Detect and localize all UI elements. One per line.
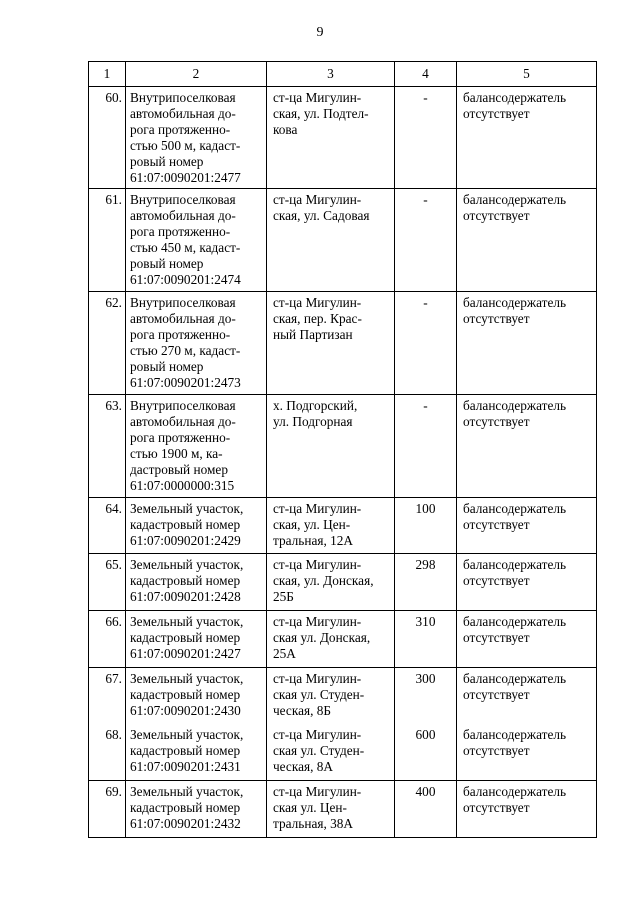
row-number-cell: 61. (89, 189, 126, 292)
object-address-cell: ст-ца Мигулин- ская, ул. Подтел- кова (267, 87, 395, 189)
page-number: 9 (316, 25, 324, 40)
object-value-cell: 100 (395, 498, 457, 554)
header-cell-5: 5 (457, 62, 597, 87)
object-address-cell: ст-ца Мигулин- ская, ул. Цен- тральная, 12А (267, 498, 395, 554)
object-name-cell: Земельный участок, кадастровый номер 61:07:0090201:2429 (126, 498, 267, 554)
row-number-cell: 67. (89, 668, 126, 725)
object-value-cell: 400 (395, 781, 457, 838)
object-address-cell: ст-ца Мигулин- ская, пер. Крас- ный Партизан (267, 292, 395, 395)
object-value-cell: - (395, 189, 457, 292)
row-number-cell: 64. (89, 498, 126, 554)
balance-holder-cell: балансодержатель отсутствует (457, 87, 597, 189)
balance-holder-cell: балансодержатель отсутствует (457, 781, 597, 838)
balance-holder-cell: балансодержатель отсутствует (457, 292, 597, 395)
object-name-cell: Внутрипоселковая автомобильная до- рога протяженно- стью 1900 м, ка- дастровый номер 61:07:0000000:315 (126, 395, 267, 498)
row-number-cell: 62. (89, 292, 126, 395)
balance-holder-cell: балансодержатель отсутствует (457, 611, 597, 668)
object-name-cell: Земельный участок, кадастровый номер 61:07:0090201:2432 (126, 781, 267, 838)
object-value-cell: - (395, 395, 457, 498)
object-value-cell: - (395, 292, 457, 395)
object-value-cell: 298 (395, 554, 457, 611)
row-number-cell: 68. (89, 724, 126, 781)
header-cell-4: 4 (395, 62, 457, 87)
object-address-cell: ст-ца Мигулин- ская ул. Студен- ческая, 8Б (267, 668, 395, 725)
table-header-row (89, 62, 597, 87)
object-value-cell: - (395, 87, 457, 189)
row-number-cell: 69. (89, 781, 126, 838)
table-row (89, 395, 597, 498)
object-name-cell: Внутрипоселковая автомобильная до- рога протяженно- стью 500 м, кадаст- ровый номер 61:07:0090201:2477 (126, 87, 267, 189)
row-number-cell: 66. (89, 611, 126, 668)
object-address-cell: ст-ца Мигулин- ская, ул. Садовая (267, 189, 395, 292)
object-name-cell: Земельный участок, кадастровый номер 61:07:0090201:2430 (126, 668, 267, 725)
row-number-cell: 63. (89, 395, 126, 498)
table-row (89, 87, 597, 189)
balance-holder-cell: балансодержатель отсутствует (457, 724, 597, 781)
table-row (89, 554, 597, 611)
table-row (89, 292, 597, 395)
table-row (89, 781, 597, 838)
balance-holder-cell: балансодержатель отсутствует (457, 498, 597, 554)
object-name-cell: Внутрипоселковая автомобильная до- рога протяженно- стью 270 м, кадаст- ровый номер 61:07:0090201:2473 (126, 292, 267, 395)
object-name-cell: Земельный участок, кадастровый номер 61:07:0090201:2428 (126, 554, 267, 611)
object-address-cell: ст-ца Мигулин- ская, ул. Донская, 25Б (267, 554, 395, 611)
table-row (89, 668, 597, 725)
balance-holder-cell: балансодержатель отсутствует (457, 668, 597, 725)
object-address-cell: ст-ца Мигулин- ская ул. Донская, 25А (267, 611, 395, 668)
balance-holder-cell: балансодержатель отсутствует (457, 554, 597, 611)
table-row (89, 189, 597, 292)
row-number-cell: 60. (89, 87, 126, 189)
object-value-cell: 300 (395, 668, 457, 725)
object-name-cell: Земельный участок, кадастровый номер 61:07:0090201:2431 (126, 724, 267, 781)
header-cell-2: 2 (126, 62, 267, 87)
object-name-cell: Земельный участок, кадастровый номер 61:07:0090201:2427 (126, 611, 267, 668)
property-registry-table (88, 61, 597, 838)
table-row (89, 498, 597, 554)
header-cell-3: 3 (267, 62, 395, 87)
object-name-cell: Внутрипоселковая автомобильная до- рога протяженно- стью 450 м, кадаст- ровый номер 61:07:0090201:2474 (126, 189, 267, 292)
object-address-cell: х. Подгорский, ул. Подгорная (267, 395, 395, 498)
header-cell-1: 1 (89, 62, 126, 87)
balance-holder-cell: балансодержатель отсутствует (457, 189, 597, 292)
object-address-cell: ст-ца Мигулин- ская ул. Студен- ческая, 8А (267, 724, 395, 781)
object-value-cell: 600 (395, 724, 457, 781)
table-row (89, 611, 597, 668)
row-number-cell: 65. (89, 554, 126, 611)
object-value-cell: 310 (395, 611, 457, 668)
object-address-cell: ст-ца Мигулин- ская ул. Цен- тральная, 38А (267, 781, 395, 838)
balance-holder-cell: балансодержатель отсутствует (457, 395, 597, 498)
table-row (89, 724, 597, 781)
